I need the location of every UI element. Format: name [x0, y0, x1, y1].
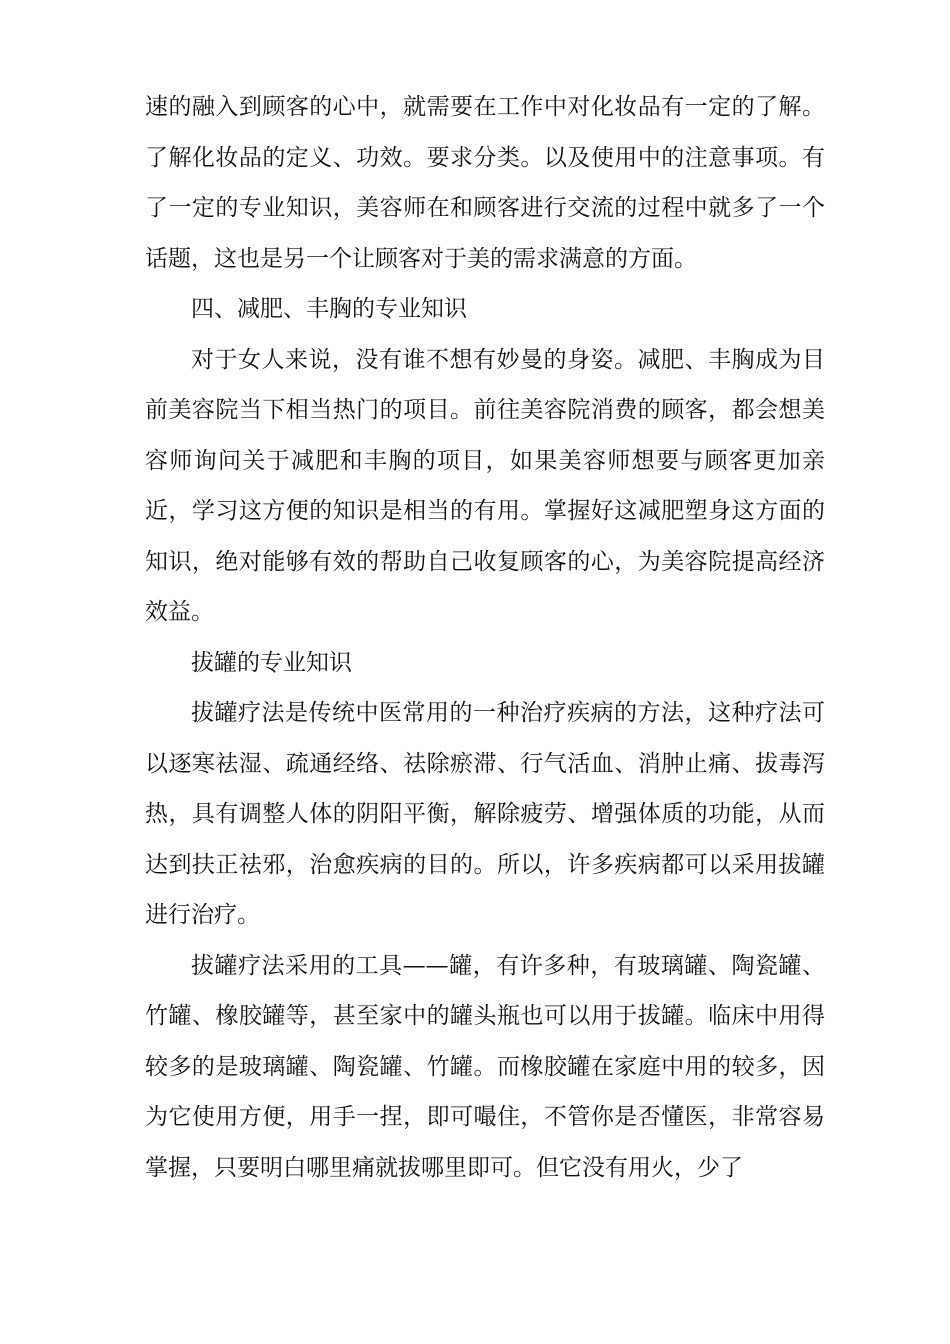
paragraph-weight-loss-breast: 对于女人来说，没有谁不想有妙曼的身姿。减肥、丰胸成为目前美容院当下相当热门的项目。前往美容院消费的顾客，都会想美容师询问关于减肥和丰胸的项目，如果美容师想要与顾客更加亲近，学习这方便的知识是相当的有用。掌握好这减肥塑身这方面的知识，绝对能够有效的帮助自己收复顾客的心，为美容院提高经济效益。: [145, 346, 825, 625]
paragraph-cupping-tools: 拔罐疗法采用的工具——罐，有许多种，有玻璃罐、陶瓷罐、竹罐、橡胶罐等，甚至家中的罐头瓶也可以用于拔罐。临床中用得较多的是玻璃罐、陶瓷罐、竹罐。而橡胶罐在家庭中用的较多，因为它使用方便，用手一捏，即可嘬住，不管你是否懂医，非常容易掌握，只要明白哪里痛就拔哪里即可。但它没有用火，少了: [145, 952, 825, 1181]
paragraph-cupping-therapy: 拔罐疗法是传统中医常用的一种治疗疾病的方法，这种疗法可以逐寒祛湿、疏通经络、祛除瘀滞、行气活血、消肿止痛、拔毒泻热，具有调整人体的阴阳平衡，解除疲劳、增强体质的功能，从而达到扶正祛邪，治愈疾病的目的。所以，许多疾病都可以采用拔罐进行治疗。: [145, 700, 825, 928]
paragraph-cosmetics-knowledge: 速的融入到顾客的心中，就需要在工作中对化妆品有一定的了解。了解化妆品的定义、功效。要求分类。以及使用中的注意事项。有了一定的专业知识，美容师在和顾客进行交流的过程中就多了一个话题，这也是另一个让顾客对于美的需求满意的方面。: [145, 94, 825, 272]
heading-weight-loss-breast: 四、减肥、丰胸的专业知识: [191, 296, 467, 322]
heading-cupping: 拔罐的专业知识: [191, 649, 352, 676]
document-body: [145, 82, 825, 1193]
